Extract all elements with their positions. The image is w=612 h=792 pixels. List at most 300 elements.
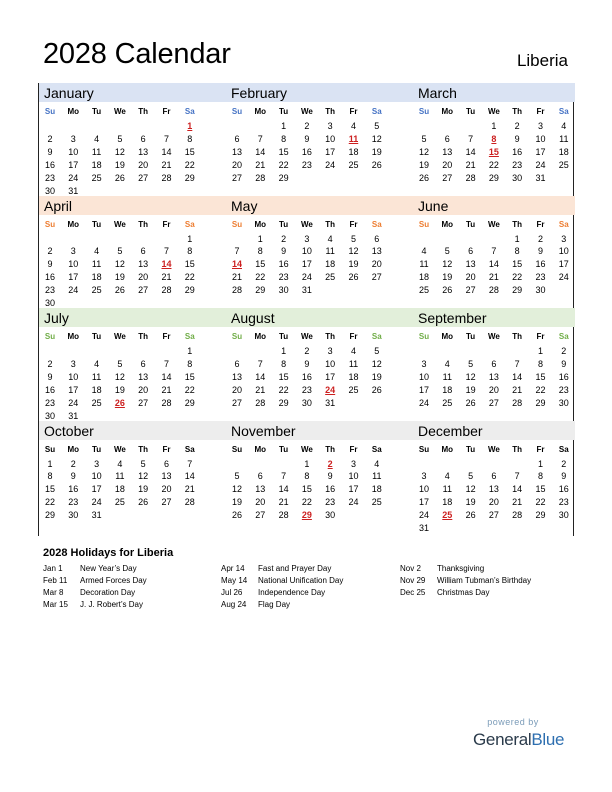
calendar-day: 10 [325,133,336,144]
calendar-day: 16 [325,484,336,495]
weekday-label: Th [325,444,336,454]
calendar-day: 27 [255,510,266,521]
calendar-day: 3 [421,358,427,369]
weekday-label: Tu [92,219,102,229]
generalblue-logo[interactable] [473,730,564,750]
calendar-day: 20 [465,272,476,283]
month-name: March [418,85,457,101]
calendar-day: 20 [138,159,149,170]
calendar-day: 12 [231,484,242,495]
holiday-date-label: Jan 1 [43,564,63,573]
calendar-day: 23 [512,159,523,170]
holiday-date-label: Feb 11 [43,576,68,585]
calendar-day: 15 [278,371,289,382]
calendar-day: 20 [231,384,242,395]
calendar-day: 2 [47,246,53,257]
calendar-day: 30 [44,185,55,196]
calendar-day: 12 [114,146,125,157]
calendar-day: 11 [91,146,102,157]
calendar-day: 13 [442,146,453,157]
calendar-day: 17 [68,272,79,283]
calendar-day: 13 [371,246,382,257]
calendar-day: 2 [304,346,310,356]
calendar-day: 19 [442,272,453,283]
calendar-day: 5 [444,246,450,257]
weekday-label: Mo [254,219,267,229]
calendar-day: 10 [301,246,312,257]
holiday-name: J. J. Robert’s Day [80,600,143,609]
holiday-date: 2 [327,458,333,469]
calendar-day: 22 [512,272,523,283]
month-name: December [418,422,483,439]
calendar-day: 28 [161,285,172,296]
calendar-day: 6 [491,471,497,482]
calendar-day: 20 [488,384,499,395]
calendar-day: 14 [184,471,195,482]
month-name: May [231,197,258,214]
month-name: October [44,422,94,439]
calendar-day: 27 [138,397,149,408]
holiday-date: 11 [348,133,359,144]
weekday-label: Fr [349,332,358,341]
calendar-day: 4 [117,458,123,469]
calendar-day: 13 [138,371,149,382]
calendar-day: 29 [184,397,195,408]
calendar-day: 22 [301,497,312,508]
calendar-day: 19 [114,384,125,395]
weekday-label: Tu [92,332,102,341]
weekday-label: Fr [349,444,358,454]
calendar-day: 7 [257,358,263,369]
calendar-day: 5 [117,246,123,257]
calendar-day: 24 [301,272,312,283]
calendar-day: 17 [325,146,336,157]
calendar-day: 25 [325,272,336,283]
calendar-day: 3 [350,458,356,469]
holiday-date: 14 [161,259,172,270]
month-january [39,83,217,196]
calendar-day: 28 [278,510,289,521]
calendar-day: 18 [418,272,429,283]
calendar-day: 10 [68,259,79,270]
holiday-date: 1 [187,121,193,131]
calendar-day: 24 [325,159,336,170]
calendar-day: 1 [304,458,310,469]
calendar-day: 14 [278,484,289,495]
calendar-day: 28 [161,172,172,183]
holiday-name: Thanksgiving [437,564,485,573]
quarter-2 [39,196,575,309]
calendar-day: 29 [278,172,289,183]
calendar-day: 8 [281,358,287,369]
weekday-label: Tu [466,219,476,229]
calendar-day: 28 [255,172,266,183]
calendar-day: 22 [255,272,266,283]
calendar-day: 3 [70,358,76,369]
holiday-name: New Year’s Day [80,564,137,573]
calendar-day: 3 [421,471,427,482]
holiday-column [43,563,223,611]
weekday-label: Su [44,219,56,229]
month-name: August [231,310,275,326]
calendar-day: 25 [91,397,102,408]
calendar-day: 18 [325,259,336,270]
calendar-day: 21 [161,384,172,395]
holiday-date: 15 [488,146,499,157]
weekday-label: Mo [67,107,80,116]
calendar-day: 26 [442,285,453,296]
calendar-day: 10 [558,246,569,257]
brand-blue: Blue [531,730,565,749]
calendar-day: 22 [535,384,546,395]
calendar-day: 19 [465,384,476,395]
weekday-label: We [300,444,313,454]
month-june [413,196,591,309]
calendar-day: 9 [281,246,287,257]
holiday-date: 26 [114,397,125,408]
weekday-label: Su [231,444,243,454]
calendar-day: 24 [348,497,359,508]
weekday-label: Fr [536,219,545,229]
calendar-day: 15 [44,484,55,495]
calendar-day: 2 [537,233,543,244]
calendar-day: 23 [44,397,55,408]
calendar-day: 30 [44,298,55,308]
holiday-entry [400,587,580,599]
holiday-entry [221,587,401,599]
calendar-day: 14 [512,484,523,495]
calendar-day: 20 [161,484,172,495]
calendar-day: 28 [512,510,523,521]
weekday-label: We [113,332,126,341]
calendar-day: 3 [70,133,76,144]
calendar-day: 13 [488,484,499,495]
calendar-day: 3 [561,233,567,244]
calendar-day: 20 [255,497,266,508]
calendar-day: 11 [442,484,452,495]
holiday-date-label: Apr 14 [221,564,245,573]
holiday-name: National Unification Day [258,576,344,585]
calendar-day: 11 [115,471,125,482]
calendar-day: 11 [372,471,382,482]
calendar-day: 6 [491,358,497,369]
calendar-day: 23 [278,272,289,283]
holiday-entry [221,575,401,587]
calendar-day: 17 [301,259,312,270]
weekday-label: Su [44,444,56,454]
weekday-label: Fr [162,107,171,116]
holiday-date: 14 [231,259,242,270]
powered-by-text: powered by [487,717,539,727]
holiday-entry [400,563,580,575]
calendar-day: 6 [234,358,240,369]
calendar-day: 4 [94,246,100,257]
calendar-day: 24 [68,285,79,296]
calendar-day: 11 [442,371,452,382]
calendar-day: 5 [117,358,123,369]
calendar-day: 9 [514,133,520,144]
weekday-label: Sa [558,332,569,341]
calendar-day: 18 [91,384,102,395]
calendar-day: 25 [348,384,359,395]
weekday-label: Su [44,107,56,116]
calendar-day: 26 [231,510,242,521]
calendar-day: 30 [278,285,289,296]
calendar-day: 13 [465,259,476,270]
month-name: February [231,85,288,101]
calendar-day: 16 [558,484,569,495]
calendar-day: 20 [138,272,149,283]
weekday-label: We [487,332,500,341]
calendar-day: 25 [442,397,453,408]
weekday-label: Su [231,219,243,229]
calendar-day: 20 [488,497,499,508]
calendar-day: 3 [537,121,543,131]
weekday-label: Th [512,444,523,454]
calendar-day: 30 [301,397,312,408]
month-march [413,83,591,196]
calendar-day: 3 [304,233,310,244]
calendar-day: 26 [371,159,382,170]
weekday-label: Su [231,107,243,116]
holiday-date-label: Mar 15 [43,600,68,609]
holiday-name: Flag Day [258,600,291,609]
calendar-day: 6 [140,246,146,257]
calendar-day: 7 [234,246,240,257]
calendar-day: 10 [91,471,102,482]
calendar-day: 31 [68,185,79,196]
calendar-day: 7 [514,358,520,369]
calendar-day: 18 [558,146,569,157]
weekday-label: Tu [466,107,476,116]
calendar-day: 31 [535,172,546,183]
calendar-day: 27 [488,510,499,521]
calendar-day: 15 [535,371,546,382]
weekday-label: Su [418,219,430,229]
calendar-day: 15 [512,259,523,270]
calendar-day: 28 [255,397,266,408]
calendar-day: 4 [421,246,427,257]
country-label: Liberia [516,51,568,70]
calendar-day: 12 [114,259,125,270]
calendar-day: 21 [465,159,476,170]
weekday-label: Fr [536,332,545,341]
calendar-day: 27 [231,172,242,183]
weekday-label: Su [418,332,430,341]
calendar-day: 4 [444,471,450,482]
weekday-label: Mo [254,444,267,454]
calendar-day: 18 [348,146,359,157]
calendar-day: 30 [44,410,55,421]
calendar-day: 20 [371,259,382,270]
calendar-day: 3 [70,246,76,257]
calendar-day: 28 [465,172,476,183]
weekday-label: Th [325,219,336,229]
calendar-day: 18 [442,497,453,508]
calendar-day: 5 [350,233,356,244]
calendar-day: 5 [468,471,474,482]
holiday-name: Decoration Day [80,588,136,597]
calendar-day: 17 [68,159,79,170]
calendar-day: 26 [114,172,125,183]
calendar-day: 15 [184,371,195,382]
calendar-day: 10 [68,146,79,157]
holiday-date-label: Dec 25 [400,588,426,597]
calendar-day: 19 [138,484,149,495]
holiday-entry [43,563,223,575]
page-title: 2028 Calendar [43,38,231,70]
brand-general: General [473,730,532,749]
calendar-day: 25 [418,285,429,296]
month-august [226,308,404,421]
calendar-day: 23 [535,272,546,283]
calendar-day: 2 [561,346,567,356]
month-november [226,421,404,534]
holiday-date-label: May 14 [221,576,248,585]
calendar-day: 8 [187,358,193,369]
calendar-day: 22 [488,159,499,170]
calendar-day: 21 [231,272,242,283]
calendar-day: 24 [558,272,569,283]
month-name: September [418,310,487,326]
calendar-day: 16 [558,371,569,382]
calendar-day: 10 [325,358,336,369]
calendar-day: 16 [278,259,289,270]
holiday-date-label: Nov 2 [400,564,421,573]
weekday-label: Fr [536,444,545,454]
calendar-day: 5 [234,471,240,482]
calendar-day: 21 [278,497,289,508]
weekday-label: Sa [558,444,569,454]
calendar-day: 24 [91,497,102,508]
calendar-day: 8 [257,246,263,257]
calendar-day: 6 [140,358,146,369]
calendar-day: 8 [47,471,53,482]
weekday-label: Sa [371,107,382,116]
calendar-day: 30 [558,397,569,408]
calendar-day: 7 [491,246,497,257]
weekday-label: Mo [254,332,267,341]
calendar-day: 13 [488,371,499,382]
weekday-label: Su [44,332,56,341]
holiday-name: Christmas Day [437,588,490,597]
calendar-day: 31 [325,397,336,408]
weekday-label: Th [325,332,336,341]
calendar-day: 9 [327,471,333,482]
weekday-label: Mo [67,332,80,341]
calendar-day: 30 [325,510,336,521]
calendar-day: 26 [348,272,359,283]
calendar-day: 28 [161,397,172,408]
weekday-label: Th [138,107,149,116]
holiday-name: Armed Forces Day [80,576,147,585]
holiday-entry [43,575,223,587]
calendar-day: 15 [255,259,266,270]
weekday-label: Th [138,219,149,229]
calendar-day: 6 [468,246,474,257]
calendar-day: 8 [187,246,193,257]
calendar-day: 7 [163,246,169,257]
calendar-day: 26 [418,172,429,183]
calendar-day: 24 [535,159,546,170]
calendar-day: 9 [70,471,76,482]
calendar-day: 26 [114,285,125,296]
calendar-day: 5 [421,133,427,144]
calendar-day: 20 [442,159,453,170]
calendar-day: 19 [371,371,382,382]
holiday-date: 29 [301,510,312,521]
calendar-day: 7 [468,133,474,144]
calendar-day: 21 [161,159,172,170]
calendar-day: 6 [140,133,146,144]
calendar-day: 2 [561,458,567,469]
calendar-day: 26 [371,384,382,395]
weekday-label: Su [418,107,430,116]
calendar-day: 8 [281,133,287,144]
weekday-label: Sa [184,444,195,454]
calendar-day: 12 [348,246,359,257]
calendar-day: 18 [348,371,359,382]
calendar-day: 26 [138,497,149,508]
month-september [413,308,591,421]
month-december [413,421,591,534]
calendar-day: 6 [374,233,380,244]
calendar-day: 2 [47,133,53,144]
weekday-label: Tu [279,107,289,116]
calendar-day: 31 [91,510,102,521]
weekday-label: Tu [92,107,102,116]
calendar-day: 6 [163,458,169,469]
weekday-label: We [300,332,313,341]
calendar-day: 11 [419,259,429,270]
calendar-day: 14 [255,371,266,382]
calendar-day: 11 [325,246,335,257]
calendar-day: 4 [350,121,356,131]
holiday-entry [43,599,223,611]
weekday-label: Th [325,107,336,116]
calendar-day: 22 [184,272,195,283]
calendar-day: 13 [231,146,242,157]
calendar-day: 9 [304,358,310,369]
calendar-day: 7 [163,133,169,144]
holiday-date: 24 [325,384,336,395]
calendar-day: 27 [465,285,476,296]
holiday-entry [221,563,401,575]
calendar-day: 17 [91,484,102,495]
calendar-day: 9 [561,471,567,482]
calendar-day: 11 [91,371,102,382]
holiday-name: William Tubman’s Birthday [437,576,532,585]
calendar-day: 21 [488,272,499,283]
calendar-day: 1 [281,346,287,356]
calendar-day: 25 [371,497,382,508]
holiday-column [400,563,580,599]
calendar-day: 27 [161,497,172,508]
month-october [39,421,217,534]
calendar-day: 12 [138,471,149,482]
calendar-day: 2 [281,233,287,244]
calendar-day: 5 [374,346,380,356]
calendar-day: 4 [374,458,380,469]
calendar-day: 9 [537,246,543,257]
calendar-day: 15 [301,484,312,495]
calendar-day: 27 [442,172,453,183]
weekday-label: We [113,444,126,454]
holiday-date-label: Jul 26 [221,588,243,597]
calendar-day: 17 [418,384,429,395]
calendar-day: 21 [255,159,266,170]
calendar-day: 29 [535,397,546,408]
